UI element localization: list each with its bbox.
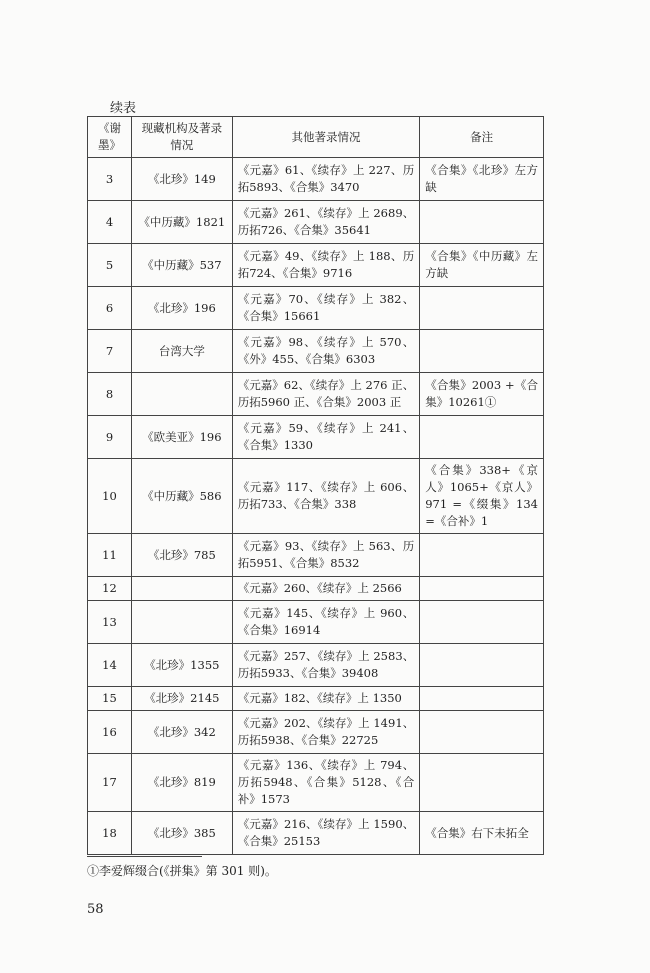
cell-notes bbox=[420, 534, 544, 577]
cell-notes bbox=[420, 711, 544, 754]
cell-other-records: 《元嘉》145、《续存》上 960、《合集》16914 bbox=[232, 601, 419, 644]
cell-collection: 《北珍》785 bbox=[131, 534, 232, 577]
cell-number: 14 bbox=[88, 644, 132, 687]
cell-collection: 《北珍》2145 bbox=[131, 687, 232, 711]
cell-collection: 《北珍》149 bbox=[131, 158, 232, 201]
cell-other-records: 《元嘉》136、《续存》上 794、历拓5948、《合集》5128、《合补》1573 bbox=[232, 754, 419, 812]
cell-other-records: 《元嘉》62、《续存》上 276 正、历拓5960 正、《合集》2003 正 bbox=[232, 373, 419, 416]
cell-notes bbox=[420, 754, 544, 812]
cell-notes: 《合集》2003 +《合集》10261① bbox=[420, 373, 544, 416]
cell-other-records: 《元嘉》59、《续存》上 241、《合集》1330 bbox=[232, 416, 419, 459]
cell-number: 18 bbox=[88, 812, 132, 855]
cell-number: 17 bbox=[88, 754, 132, 812]
cell-number: 13 bbox=[88, 601, 132, 644]
cell-notes bbox=[420, 330, 544, 373]
cell-number: 5 bbox=[88, 244, 132, 287]
table-row bbox=[88, 201, 544, 244]
header-xiemo: 《谢墨》 bbox=[88, 117, 132, 158]
records-table bbox=[87, 116, 544, 855]
table-header-row bbox=[88, 117, 544, 158]
cell-other-records: 《元嘉》49、《续存》上 188、历拓724、《合集》9716 bbox=[232, 244, 419, 287]
table-caption: 续表 bbox=[110, 101, 137, 116]
cell-number: 3 bbox=[88, 158, 132, 201]
table-row bbox=[88, 330, 544, 373]
cell-collection: 《中历藏》1821 bbox=[131, 201, 232, 244]
table-row bbox=[88, 373, 544, 416]
cell-other-records: 《元嘉》257、《续存》上 2583、历拓5933、《合集》39408 bbox=[232, 644, 419, 687]
page-number: 58 bbox=[87, 902, 104, 917]
cell-notes: 《合集》338+《京人》1065+《京人》971 =《缀集》134 =《合补》1 bbox=[420, 459, 544, 534]
cell-notes bbox=[420, 577, 544, 601]
table-row bbox=[88, 416, 544, 459]
cell-collection: 《北珍》385 bbox=[131, 812, 232, 855]
table-row bbox=[88, 687, 544, 711]
table-body bbox=[88, 158, 544, 855]
cell-collection bbox=[131, 577, 232, 601]
header-collection: 现藏机构及著录情况 bbox=[131, 117, 232, 158]
cell-collection: 《北珍》819 bbox=[131, 754, 232, 812]
cell-notes bbox=[420, 687, 544, 711]
cell-collection: 《北珍》1355 bbox=[131, 644, 232, 687]
cell-notes bbox=[420, 201, 544, 244]
table-row bbox=[88, 244, 544, 287]
cell-number: 4 bbox=[88, 201, 132, 244]
cell-notes bbox=[420, 644, 544, 687]
cell-collection: 台湾大学 bbox=[131, 330, 232, 373]
cell-number: 7 bbox=[88, 330, 132, 373]
footnote: ①李爱辉缀合(《拼集》第 301 则)。 bbox=[87, 864, 277, 878]
cell-other-records: 《元嘉》182、《续存》上 1350 bbox=[232, 687, 419, 711]
cell-number: 15 bbox=[88, 687, 132, 711]
cell-collection bbox=[131, 373, 232, 416]
cell-number: 16 bbox=[88, 711, 132, 754]
cell-notes bbox=[420, 287, 544, 330]
cell-number: 11 bbox=[88, 534, 132, 577]
cell-number: 12 bbox=[88, 577, 132, 601]
cell-collection: 《中历藏》537 bbox=[131, 244, 232, 287]
cell-other-records: 《元嘉》98、《续存》上 570、《外》455、《合集》6303 bbox=[232, 330, 419, 373]
table-row bbox=[88, 287, 544, 330]
cell-number: 9 bbox=[88, 416, 132, 459]
table-row bbox=[88, 812, 544, 855]
cell-collection: 《北珍》196 bbox=[131, 287, 232, 330]
table-row bbox=[88, 534, 544, 577]
cell-notes: 《合集》右下未拓全 bbox=[420, 812, 544, 855]
cell-other-records: 《元嘉》117、《续存》上 606、历拓733、《合集》338 bbox=[232, 459, 419, 534]
header-notes: 备注 bbox=[420, 117, 544, 158]
cell-notes: 《合集》《中历藏》左方缺 bbox=[420, 244, 544, 287]
cell-collection: 《北珍》342 bbox=[131, 711, 232, 754]
cell-number: 10 bbox=[88, 459, 132, 534]
table-row bbox=[88, 754, 544, 812]
table-row bbox=[88, 644, 544, 687]
cell-collection: 《中历藏》586 bbox=[131, 459, 232, 534]
cell-notes: 《合集》《北珍》左方缺 bbox=[420, 158, 544, 201]
cell-collection: 《欧美亚》196 bbox=[131, 416, 232, 459]
cell-other-records: 《元嘉》261、《续存》上 2689、历拓726、《合集》35641 bbox=[232, 201, 419, 244]
cell-notes bbox=[420, 416, 544, 459]
cell-other-records: 《元嘉》202、《续存》上 1491、历拓5938、《合集》22725 bbox=[232, 711, 419, 754]
cell-other-records: 《元嘉》93、《续存》上 563、历拓5951、《合集》8532 bbox=[232, 534, 419, 577]
table-row bbox=[88, 158, 544, 201]
cell-number: 8 bbox=[88, 373, 132, 416]
cell-notes bbox=[420, 601, 544, 644]
header-other-records: 其他著录情况 bbox=[232, 117, 419, 158]
footnote-divider bbox=[87, 856, 202, 857]
table-row bbox=[88, 577, 544, 601]
table-row bbox=[88, 459, 544, 534]
cell-other-records: 《元嘉》260、《续存》上 2566 bbox=[232, 577, 419, 601]
table-row bbox=[88, 601, 544, 644]
cell-other-records: 《元嘉》216、《续存》上 1590、《合集》25153 bbox=[232, 812, 419, 855]
cell-collection bbox=[131, 601, 232, 644]
cell-other-records: 《元嘉》61、《续存》上 227、历拓5893、《合集》3470 bbox=[232, 158, 419, 201]
table-row bbox=[88, 711, 544, 754]
cell-number: 6 bbox=[88, 287, 132, 330]
cell-other-records: 《元嘉》70、《续存》上 382、《合集》15661 bbox=[232, 287, 419, 330]
